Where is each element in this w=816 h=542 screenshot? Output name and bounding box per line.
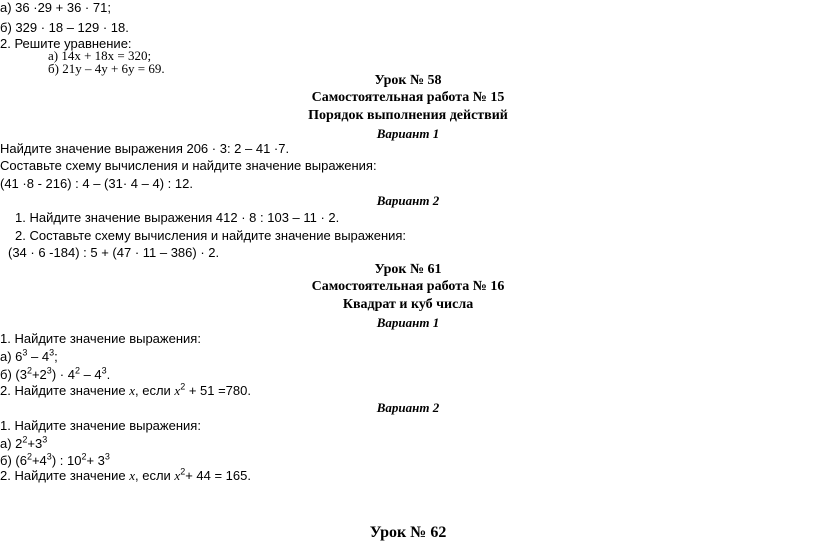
lesson-62-title: Урок № 62 [369,524,447,541]
lesson-61-title: Урок № 61 [374,262,442,277]
task-1a: а) 36 ·29 + 36 · 71; [0,0,111,15]
l61-v1-expr-a: а) $6^3 - 4^3$; [0,347,58,364]
equation-b: б) 21y – 4y + 6y = 69. [48,61,165,76]
lesson-61-variant-2-label: Вариант 2 [376,400,440,415]
l58-v2-line2: 2. Составьте схему вычисления и найдите значение выражения: [15,228,407,243]
lesson-61-variant-1-label: Вариант 1 [376,315,440,330]
l61-v1-line1: 1. Найдите значение выражения: [0,331,201,346]
l61-v1-task2: 2. Найдите значение x, если $x^2 + 51 =780$. [0,381,251,398]
task-2-heading: 2. Решите уравнение: [0,36,132,51]
l61-v2-expr-a: а) $2^2+3^3$ [0,434,48,451]
lesson-61-work: Самостоятельная работа № 16 [311,279,505,294]
lesson-58-topic: Порядок выполнения действий [308,108,508,123]
l58-v1-line3: (41 ·8 - 216) : 4 – (31· 4 – 4) : 12. [0,176,193,191]
lesson-61-topic: Квадрат и куб числа [342,297,474,312]
equation-a: а) 14x + 18x = 320; [48,48,152,63]
lesson-58-variant-2-label: Вариант 2 [376,193,440,208]
lesson-58-work: Самостоятельная работа № 15 [311,90,505,105]
l58-v1-line1: Найдите значение выражения 206 · 3: 2 – 41 ·7. [0,141,290,156]
l58-v2-line1: 1. Найдите значение выражения 412 · 8 : 103 – 11 · 2. [15,210,340,225]
l61-v2-task2: 2. Найдите значение x, если $x^2+ 44 = 165$. [0,466,251,483]
lesson-58-variant-1-label: Вариант 1 [376,126,440,141]
task-1b: б) 329 · 18 – 129 · 18. [0,20,129,35]
l61-v2-expr-b: б) $(6^2+4^3)$ : $10^2+ 3^3$ [0,451,110,468]
l61-v1-expr-b: б) $(3^2+2^3) \cdot 4^2 - 4^3$. [0,365,111,382]
l61-v2-line1: 1. Найдите значение выражения: [0,418,201,433]
l58-v2-line3: (34 · 6 -184) : 5 + (47 · 11 – 386) · 2. [8,245,220,260]
l58-v1-line2: Составьте схему вычисления и найдите значение выражения: [0,158,377,173]
lesson-58-title: Урок № 58 [374,73,442,88]
